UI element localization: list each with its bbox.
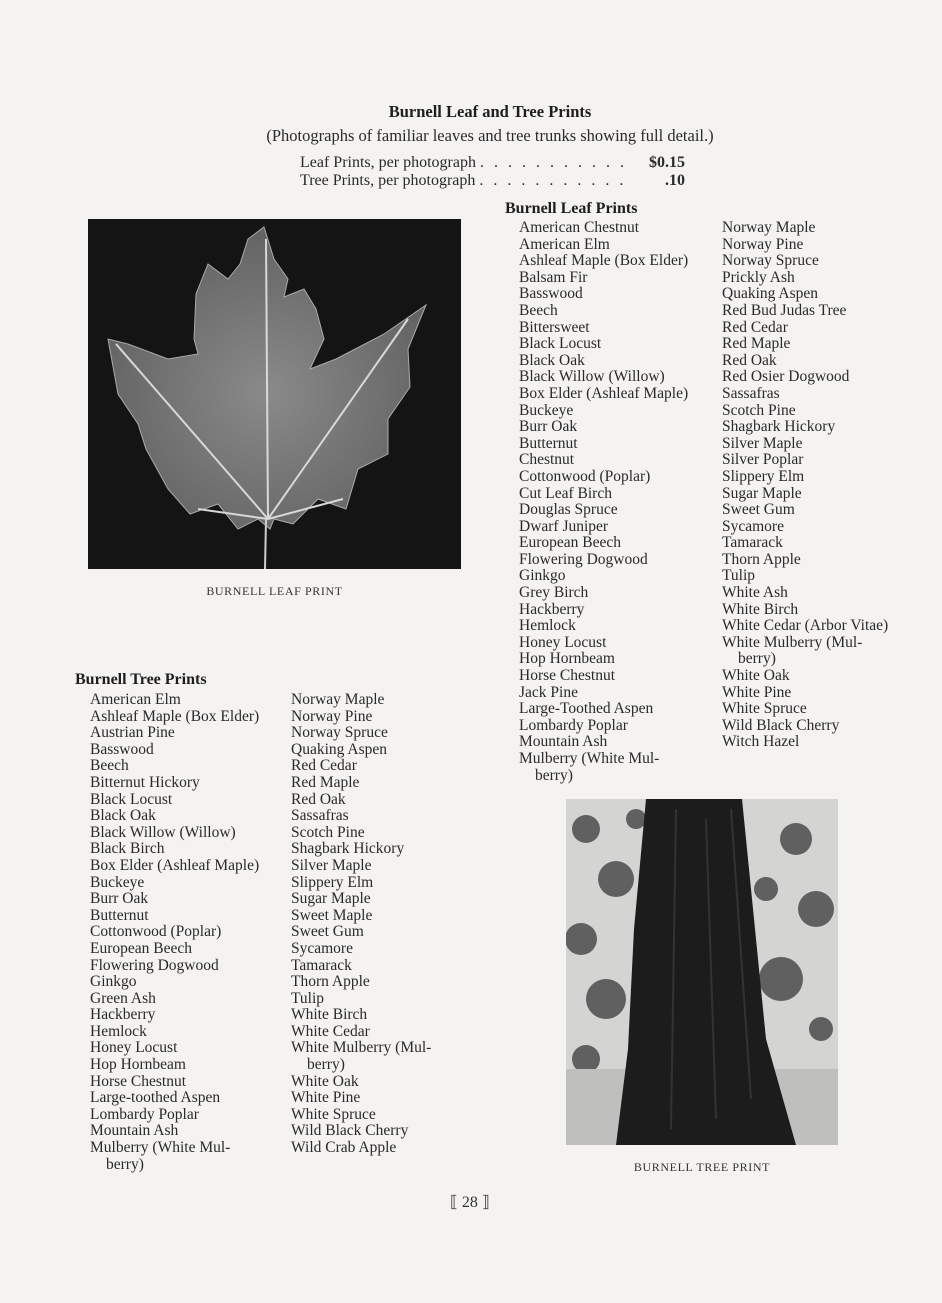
list-item xyxy=(519,651,688,668)
leaf-prints-column-1 xyxy=(519,220,688,784)
item-text: Hackberry xyxy=(90,1006,156,1024)
list-item xyxy=(722,535,888,552)
item-text: Red Maple xyxy=(722,335,791,353)
item-text: Slippery Elm xyxy=(722,467,805,485)
list-item xyxy=(519,369,688,386)
list-item xyxy=(291,1123,431,1140)
list-item xyxy=(90,974,259,991)
item-text: Shagbark Hickory xyxy=(722,418,836,436)
item-text: Wild Black Cherry xyxy=(291,1122,409,1140)
item-text: Red Bud Judas Tree xyxy=(722,301,847,319)
list-item xyxy=(291,1007,431,1024)
tree-photo-caption: BURNELL TREE PRINT xyxy=(633,1160,771,1174)
price-label: Tree Prints, per photograph xyxy=(300,172,476,189)
list-item xyxy=(519,469,688,486)
item-text: Black Willow (Willow) xyxy=(90,823,236,841)
item-text: Black Oak xyxy=(90,807,156,825)
maple-leaf-icon xyxy=(88,219,461,569)
list-item xyxy=(519,635,688,652)
list-item xyxy=(291,775,431,792)
dot-leader: . . . . . . . . . . . xyxy=(479,154,627,171)
item-text: Quaking Aspen xyxy=(291,740,388,758)
item-text: Jack Pine xyxy=(519,683,578,701)
list-item xyxy=(291,709,431,726)
list-item xyxy=(722,552,888,569)
item-text: Red Osier Dogwood xyxy=(722,368,850,386)
item-text: Box Elder (Ashleaf Maple) xyxy=(519,384,689,402)
list-item xyxy=(722,668,888,685)
list-item xyxy=(519,751,688,784)
list-item xyxy=(722,353,888,370)
list-item xyxy=(519,486,688,503)
item-text: White Cedar xyxy=(291,1022,370,1040)
item-text: Dwarf Juniper xyxy=(519,517,609,535)
list-item xyxy=(291,808,431,825)
list-item xyxy=(291,991,431,1008)
item-text: Burr Oak xyxy=(90,890,149,908)
item-text: Basswood xyxy=(90,740,154,758)
item-text: Flowering Dogwood xyxy=(519,550,648,568)
item-text: Green Ash xyxy=(90,989,156,1007)
list-item xyxy=(722,369,888,386)
price-value: $0.15 xyxy=(649,154,685,171)
item-text: White Ash xyxy=(722,584,788,602)
item-text: Sycamore xyxy=(291,939,353,957)
item-text-continued: berry) xyxy=(535,766,573,784)
list-item xyxy=(291,792,431,809)
leaf-prints-heading: Burnell Leaf Prints xyxy=(505,200,638,217)
item-text: Tamarack xyxy=(291,956,352,974)
item-text: Horse Chestnut xyxy=(519,667,616,685)
list-item xyxy=(519,320,688,337)
list-item xyxy=(519,286,688,303)
list-item xyxy=(90,958,259,975)
item-text: Tulip xyxy=(722,567,756,585)
item-text: Silver Maple xyxy=(722,434,803,452)
list-item xyxy=(90,891,259,908)
item-text-continued: berry) xyxy=(106,1155,144,1173)
item-text: Cut Leaf Birch xyxy=(519,484,612,502)
list-item xyxy=(291,742,431,759)
item-text: White Pine xyxy=(291,1089,361,1107)
list-item xyxy=(90,808,259,825)
list-item xyxy=(519,535,688,552)
list-item xyxy=(90,825,259,842)
item-text: Ginkgo xyxy=(519,567,566,585)
item-text: White Birch xyxy=(291,1006,368,1024)
list-item xyxy=(722,635,888,668)
item-text: Cottonwood (Poplar) xyxy=(519,467,651,485)
list-item xyxy=(519,270,688,287)
item-text: Red Oak xyxy=(291,790,346,808)
item-text: Grey Birch xyxy=(519,584,589,602)
item-text: Red Maple xyxy=(291,773,360,791)
item-text: Box Elder (Ashleaf Maple) xyxy=(90,856,260,874)
list-item xyxy=(90,709,259,726)
item-text: Hackberry xyxy=(519,600,585,618)
list-item xyxy=(722,618,888,635)
item-text: White Mulberry (Mul- xyxy=(291,1039,432,1057)
item-text: White Spruce xyxy=(722,700,807,718)
list-item xyxy=(90,742,259,759)
list-item xyxy=(291,841,431,858)
list-item xyxy=(519,303,688,320)
item-text: Butternut xyxy=(519,434,578,452)
item-text: American Elm xyxy=(90,691,181,708)
item-text: Flowering Dogwood xyxy=(90,956,219,974)
list-item xyxy=(519,220,688,237)
list-item xyxy=(291,891,431,908)
item-text: Beech xyxy=(90,757,129,775)
leaf-stem xyxy=(265,519,266,569)
list-item xyxy=(291,974,431,991)
item-text: European Beech xyxy=(519,534,621,552)
item-text: White Pine xyxy=(722,683,792,701)
price-value: .10 xyxy=(665,172,685,189)
item-text: Sugar Maple xyxy=(291,890,371,908)
list-item xyxy=(519,734,688,751)
item-text: Witch Hazel xyxy=(722,733,800,751)
list-item xyxy=(519,685,688,702)
item-text: Ginkgo xyxy=(90,973,137,991)
item-text: Mulberry (White Mul- xyxy=(90,1139,231,1157)
item-text: Cottonwood (Poplar) xyxy=(90,923,222,941)
item-text: Wild Crab Apple xyxy=(291,1139,397,1157)
item-text: Basswood xyxy=(519,285,583,303)
item-text: Large-toothed Aspen xyxy=(90,1089,221,1107)
list-item xyxy=(291,908,431,925)
list-item xyxy=(90,1057,259,1074)
list-item xyxy=(519,618,688,635)
item-text: Tamarack xyxy=(722,534,783,552)
list-item xyxy=(722,469,888,486)
list-item xyxy=(722,602,888,619)
list-item xyxy=(90,1040,259,1057)
item-text: Quaking Aspen xyxy=(722,285,819,303)
item-text: Mountain Ash xyxy=(519,733,608,751)
item-text: Norway Pine xyxy=(722,235,804,253)
list-item xyxy=(519,502,688,519)
list-item xyxy=(519,452,688,469)
list-item xyxy=(90,841,259,858)
list-item xyxy=(722,734,888,751)
list-item xyxy=(291,1140,431,1157)
list-item xyxy=(519,552,688,569)
tree-prints-heading: Burnell Tree Prints xyxy=(75,671,207,688)
item-text: White Spruce xyxy=(291,1105,376,1123)
list-item xyxy=(90,692,259,709)
tree-photo xyxy=(566,799,838,1145)
item-text: Sassafras xyxy=(291,807,349,825)
item-text-continued: berry) xyxy=(307,1056,345,1074)
list-item xyxy=(722,253,888,270)
list-item xyxy=(90,1140,259,1173)
list-item xyxy=(722,685,888,702)
price-row-leaf xyxy=(300,154,685,171)
item-text: Ashleaf Maple (Box Elder) xyxy=(519,252,689,270)
item-text: Norway Spruce xyxy=(291,724,388,742)
list-item xyxy=(291,1040,431,1073)
list-item xyxy=(722,718,888,735)
list-item xyxy=(519,353,688,370)
list-item xyxy=(722,701,888,718)
item-text: Shagbark Hickory xyxy=(291,840,405,858)
list-item xyxy=(90,1107,259,1124)
list-item xyxy=(90,991,259,1008)
list-item xyxy=(722,436,888,453)
item-text: Hop Hornbeam xyxy=(90,1056,186,1074)
item-text: Sassafras xyxy=(722,384,780,402)
list-item xyxy=(90,924,259,941)
list-item xyxy=(291,924,431,941)
list-item xyxy=(90,875,259,892)
item-text: Scotch Pine xyxy=(291,823,365,841)
item-text: Norway Maple xyxy=(291,691,385,708)
list-item xyxy=(90,775,259,792)
item-text: Black Willow (Willow) xyxy=(519,368,665,386)
list-item xyxy=(519,568,688,585)
item-text: White Birch xyxy=(722,600,799,618)
item-text: Hemlock xyxy=(90,1022,147,1040)
item-text: Wild Black Cherry xyxy=(722,716,840,734)
item-text: European Beech xyxy=(90,939,192,957)
item-text: White Oak xyxy=(291,1072,359,1090)
item-text: Lombardy Poplar xyxy=(519,716,628,734)
item-text: Norway Maple xyxy=(722,219,816,236)
item-text: Red Cedar xyxy=(722,318,788,336)
list-item xyxy=(90,908,259,925)
item-text: Sweet Maple xyxy=(291,906,373,924)
price-row-tree xyxy=(300,172,685,189)
list-item xyxy=(519,701,688,718)
item-text-continued: berry) xyxy=(738,650,776,668)
item-text: Prickly Ash xyxy=(722,268,795,286)
list-item xyxy=(90,1090,259,1107)
item-text: Black Birch xyxy=(90,840,165,858)
list-item xyxy=(519,237,688,254)
item-text: Sugar Maple xyxy=(722,484,802,502)
item-text: Silver Maple xyxy=(291,856,372,874)
list-item xyxy=(291,758,431,775)
list-item xyxy=(519,436,688,453)
leaf-prints-column-2 xyxy=(722,220,888,751)
item-text: Butternut xyxy=(90,906,149,924)
list-item xyxy=(519,403,688,420)
list-item xyxy=(291,1024,431,1041)
item-text: Buckeye xyxy=(90,873,145,891)
list-item xyxy=(722,519,888,536)
list-item xyxy=(722,286,888,303)
tree-prints-column-2 xyxy=(291,692,431,1157)
item-text: Beech xyxy=(519,301,558,319)
tree-trunk-icon xyxy=(566,799,838,1145)
item-text: Thorn Apple xyxy=(291,973,370,991)
item-text: Balsam Fir xyxy=(519,268,588,286)
list-item xyxy=(291,1107,431,1124)
list-item xyxy=(722,220,888,237)
item-text: Sycamore xyxy=(722,517,784,535)
list-item xyxy=(722,452,888,469)
list-item xyxy=(291,692,431,709)
item-text: Hop Hornbeam xyxy=(519,650,615,668)
leaf-photo xyxy=(88,219,461,569)
list-item xyxy=(722,270,888,287)
list-item xyxy=(291,941,431,958)
list-item xyxy=(519,519,688,536)
item-text: White Oak xyxy=(722,667,790,685)
list-item xyxy=(519,718,688,735)
item-text: Mountain Ash xyxy=(90,1122,179,1140)
list-item xyxy=(519,253,688,270)
list-item xyxy=(722,320,888,337)
item-text: Bittersweet xyxy=(519,318,590,336)
list-item xyxy=(722,403,888,420)
item-text: Austrian Pine xyxy=(90,724,175,742)
item-text: Scotch Pine xyxy=(722,401,796,419)
item-text: Hemlock xyxy=(519,617,576,635)
list-item xyxy=(90,1074,259,1091)
list-item xyxy=(90,1007,259,1024)
item-text: Bitternut Hickory xyxy=(90,773,200,791)
item-text: Black Locust xyxy=(519,335,602,353)
list-item xyxy=(90,858,259,875)
list-item xyxy=(722,303,888,320)
item-text: Silver Poplar xyxy=(722,451,804,469)
item-text: Red Oak xyxy=(722,351,777,369)
list-item xyxy=(722,502,888,519)
item-text: American Elm xyxy=(519,235,610,253)
item-text: Lombardy Poplar xyxy=(90,1105,199,1123)
list-item xyxy=(722,585,888,602)
list-item xyxy=(519,386,688,403)
list-item xyxy=(722,386,888,403)
item-text: Honey Locust xyxy=(519,633,607,651)
item-text: American Chestnut xyxy=(519,219,640,236)
list-item xyxy=(291,1074,431,1091)
item-text: Red Cedar xyxy=(291,757,357,775)
list-item xyxy=(90,1123,259,1140)
item-text: Horse Chestnut xyxy=(90,1072,187,1090)
list-item xyxy=(519,419,688,436)
list-item xyxy=(90,941,259,958)
item-text: Norway Pine xyxy=(291,707,373,725)
tree-prints-column-1 xyxy=(90,692,259,1173)
list-item xyxy=(722,568,888,585)
page-title: Burnell Leaf and Tree Prints xyxy=(388,102,592,121)
list-item xyxy=(519,336,688,353)
list-item xyxy=(519,668,688,685)
list-item xyxy=(291,958,431,975)
price-label: Leaf Prints, per photograph xyxy=(300,154,476,171)
item-text: Buckeye xyxy=(519,401,574,419)
list-item xyxy=(519,602,688,619)
leaf-photo-caption: BURNELL LEAF PRINT xyxy=(206,584,343,598)
page-subtitle: (Photographs of familiar leaves and tree trunks showing full detail.) xyxy=(266,126,714,145)
list-item xyxy=(291,858,431,875)
page-number: ⟦ 28 ⟧ xyxy=(450,1194,490,1211)
list-item xyxy=(90,1024,259,1041)
dot-leader: . . . . . . . . . . . xyxy=(479,172,627,189)
item-text: Sweet Gum xyxy=(291,923,364,941)
item-text: White Mulberry (Mul- xyxy=(722,633,863,651)
item-text: Black Locust xyxy=(90,790,173,808)
list-item xyxy=(291,1090,431,1107)
item-text: Chestnut xyxy=(519,451,575,469)
list-item xyxy=(519,585,688,602)
item-text: Black Oak xyxy=(519,351,585,369)
item-text: Large-Toothed Aspen xyxy=(519,700,654,718)
list-item xyxy=(722,237,888,254)
list-item xyxy=(90,725,259,742)
item-text: Thorn Apple xyxy=(722,550,801,568)
list-item xyxy=(291,875,431,892)
list-item xyxy=(722,336,888,353)
item-text: White Cedar (Arbor Vitae) xyxy=(722,617,889,635)
list-item xyxy=(722,486,888,503)
item-text: Norway Spruce xyxy=(722,252,819,270)
item-text: Ashleaf Maple (Box Elder) xyxy=(90,707,260,725)
item-text: Slippery Elm xyxy=(291,873,374,891)
item-text: Sweet Gum xyxy=(722,501,795,519)
item-text: Douglas Spruce xyxy=(519,501,618,519)
item-text: Mulberry (White Mul- xyxy=(519,750,660,767)
list-item xyxy=(90,758,259,775)
item-text: Tulip xyxy=(291,989,325,1007)
item-text: Honey Locust xyxy=(90,1039,178,1057)
item-text: Burr Oak xyxy=(519,418,578,436)
list-item xyxy=(291,825,431,842)
list-item xyxy=(291,725,431,742)
list-item xyxy=(722,419,888,436)
list-item xyxy=(90,792,259,809)
